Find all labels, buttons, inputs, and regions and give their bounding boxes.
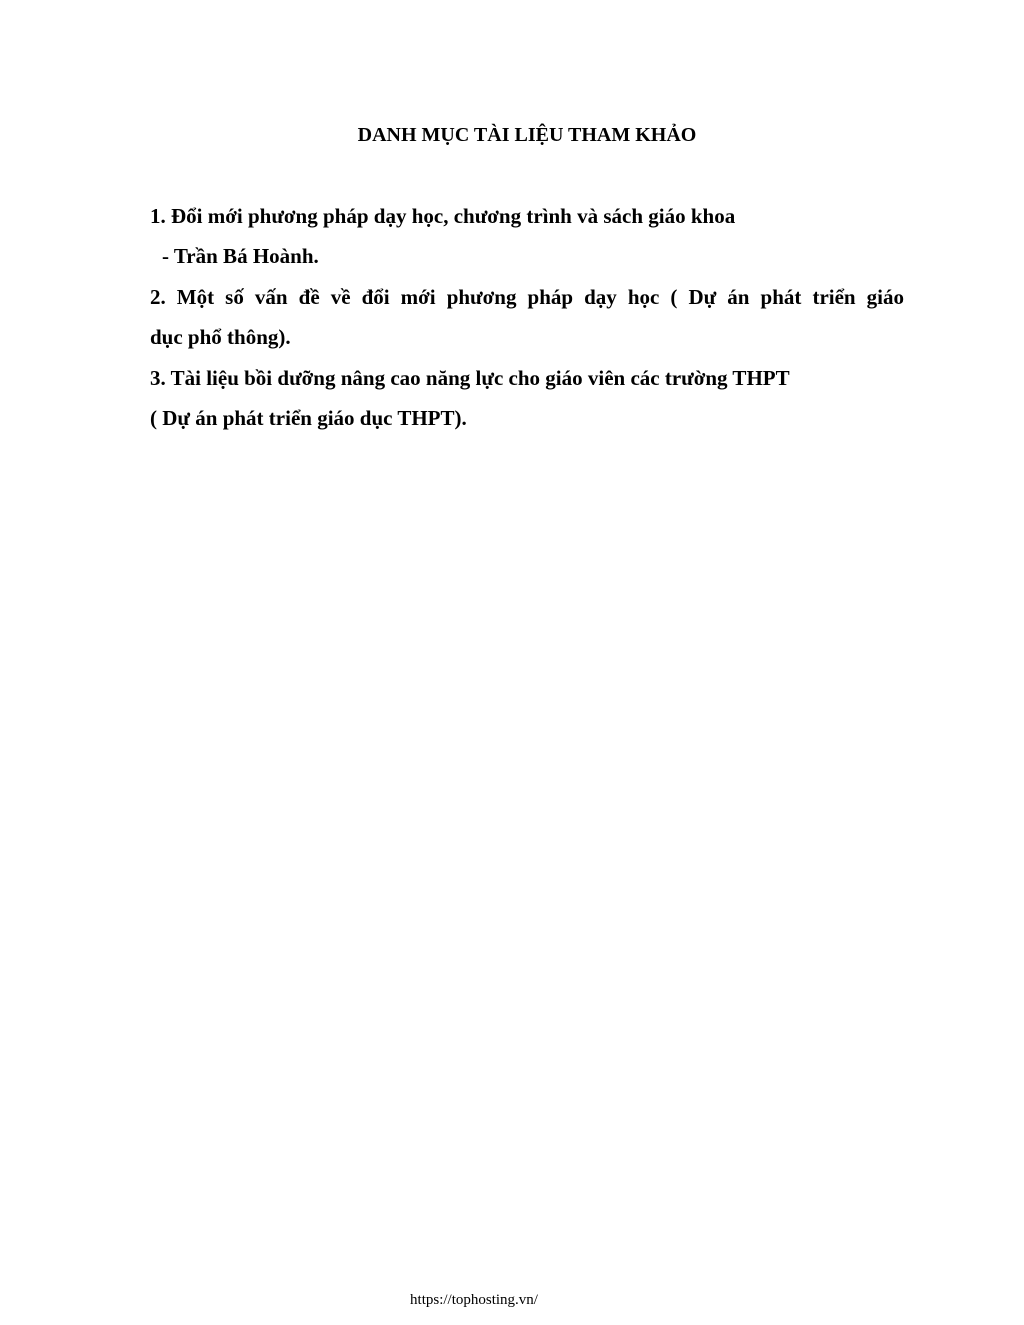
reference-1-line-2: - Trần Bá Hoành. bbox=[162, 244, 319, 268]
reference-3-line-2: ( Dự án phát triển giáo dục THPT). bbox=[150, 406, 467, 430]
reference-2-line-1: 2. Một số vấn đề về đổi mới phương pháp dạy học ( Dự án phát triển giáo bbox=[150, 285, 904, 309]
page-title: DANH MỤC TÀI LIỆU THAM KHẢO bbox=[357, 124, 697, 146]
reference-2-line-2: dục phổ thông). bbox=[150, 325, 291, 349]
reference-1-line-1: 1. Đổi mới phương pháp dạy học, chương trình và sách giáo khoa bbox=[150, 204, 736, 228]
footer-url[interactable]: https://tophosting.vn/ bbox=[410, 1292, 538, 1308]
reference-3-line-1: 3. Tài liệu bồi dưỡng nâng cao năng lực cho giáo viên các trường THPT bbox=[150, 366, 790, 390]
